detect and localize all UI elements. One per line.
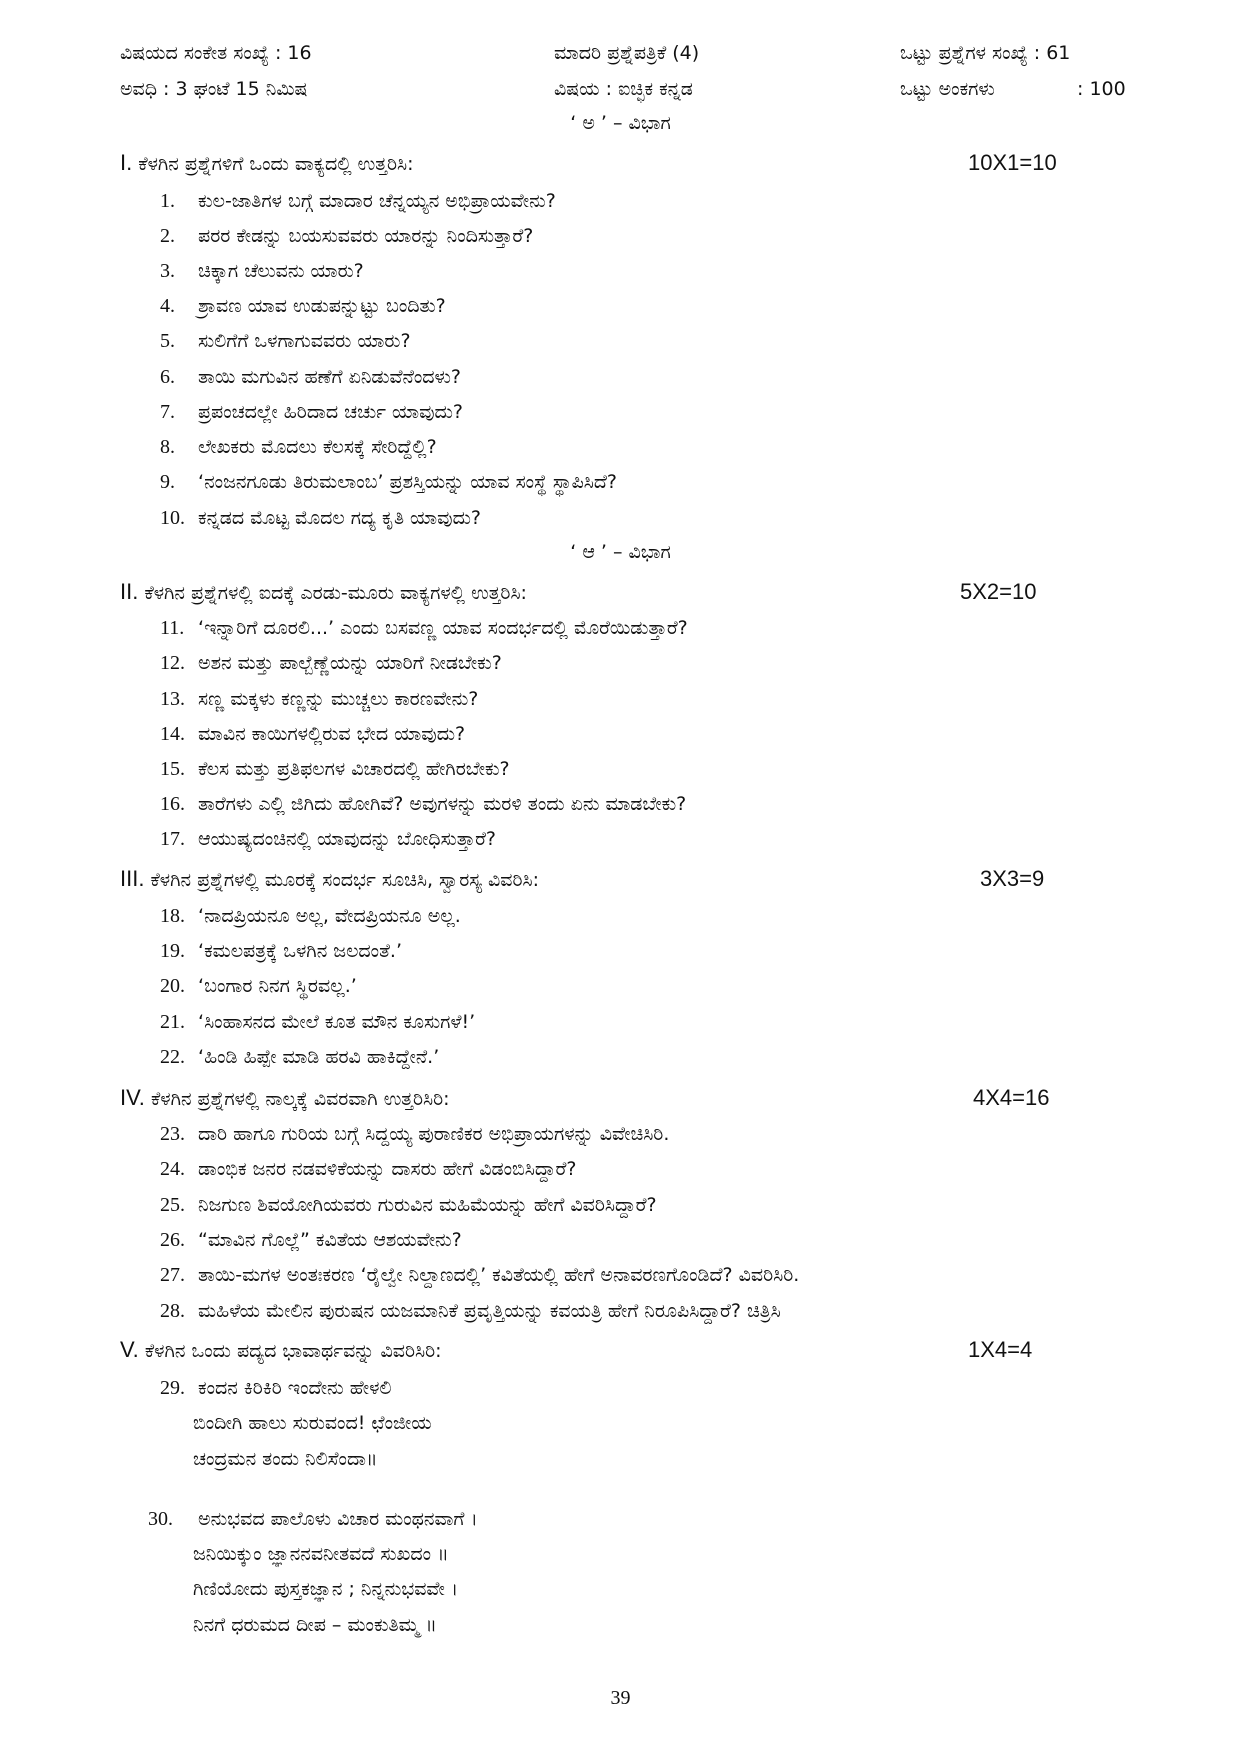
- question-item: [160, 1011, 475, 1034]
- section-marks: 3X3=9: [980, 866, 1045, 891]
- question-item: [160, 507, 481, 530]
- section-heading: [120, 579, 527, 605]
- question-text: ಸಣ್ಣ ಮಕ್ಕಳು ಕಣ್ಣನ್ನು ಮುಚ್ಚಲು ಕಾರಣವೇನು?: [198, 688, 479, 710]
- section-instruction: ಕೆಳಗಿನ ಪ್ರಶ್ನೆಗಳಲ್ಲಿ ಮೂರಕ್ಕೆ ಸಂದರ್ಭ ಸೂಚಿಸಿ, ಸ್ವಾರಸ್ಯ ವಿವರಿಸಿ:: [150, 869, 540, 891]
- question-text: ‘ಬಂಗಾರ ನಿನಗ ಸ್ಥಿರವಲ್ಲ.’: [198, 975, 357, 997]
- question-item: [160, 793, 686, 816]
- question-text: ತಾಯಿ-ಮಗಳ ಅಂತಃಕರಣ ‘ರೈಲ್ವೇ ನಿಲ್ದಾಣದಲ್ಲಿ’ ಕವಿತೆಯಲ್ಲಿ ಹೇಗೆ ಅನಾವರಣಗೊಂಡಿದೆ? ವಿವರಿಸಿರಿ.: [198, 1264, 800, 1286]
- question-item: [160, 1264, 799, 1287]
- question-number: 20.: [160, 975, 185, 997]
- poem-line: ಚಂದ್ರಮನ ತಂದು ನಿಲಿಸೆಂದಾ॥: [193, 1448, 378, 1470]
- question-number: 21.: [160, 1011, 185, 1033]
- question-text: ಆಯುಷ್ಯದಂಚಿನಲ್ಲಿ ಯಾವುದನ್ನು ಬೋಧಿಸುತ್ತಾರೆ?: [198, 828, 496, 850]
- section-roman: I.: [120, 150, 133, 175]
- total-marks-value: : 100: [1077, 78, 1126, 100]
- total-marks-label: ಒಟ್ಟು ಅಂಕಗಳು: [900, 78, 995, 100]
- question-number: 7.: [160, 401, 175, 423]
- question-number: 29.: [160, 1377, 185, 1399]
- section-instruction: ಕೆಳಗಿನ ಪ್ರಶ್ನೆಗಳಿಗೆ ಒಂದು ವಾಕ್ಯದಲ್ಲಿ ಉತ್ತರಿಸಿ:: [138, 153, 414, 175]
- question-number: 2.: [160, 225, 175, 247]
- question-item: [160, 471, 617, 494]
- section-heading: [120, 1337, 442, 1363]
- question-item: [160, 940, 402, 963]
- question-text: ದಾರಿ ಹಾಗೂ ಗುರಿಯ ಬಗ್ಗೆ ಸಿದ್ದಯ್ಯ ಪುರಾಣಿಕರ ಅಭಿಪ್ರಾಯಗಳನ್ನು ವಿವೇಚಿಸಿರಿ.: [198, 1123, 670, 1145]
- section-instruction: ಕೆಳಗಿನ ಒಂದು ಪದ್ಯದ ಭಾವಾರ್ಥವನ್ನು ವಿವರಿಸಿರಿ:: [144, 1340, 442, 1362]
- question-item: [160, 828, 496, 851]
- question-text: ಸುಲಿಗೆಗೆ ಒಳಗಾಗುವವರು ಯಾರು?: [198, 330, 411, 352]
- question-item: [160, 723, 465, 746]
- question-number: 25.: [160, 1194, 185, 1216]
- question-number: 16.: [160, 793, 185, 815]
- section-roman: II.: [120, 579, 139, 604]
- question-number: 26.: [160, 1229, 185, 1251]
- question-number: 10.: [160, 507, 185, 529]
- section-marks: 10X1=10: [968, 150, 1057, 175]
- question-number: 9.: [160, 471, 175, 493]
- paper-title: ಮಾದರಿ ಪ್ರಶ್ನೆಪತ್ರಿಕೆ (4): [554, 42, 700, 64]
- question-number: 14.: [160, 723, 185, 745]
- question-item: [160, 330, 411, 353]
- question-item: [160, 617, 688, 640]
- question-text: ಶ್ರಾವಣ ಯಾವ ಉಡುಪನ್ನುಟ್ಟು ಬಂದಿತು?: [198, 295, 446, 317]
- question-number: 8.: [160, 436, 175, 458]
- question-number: 3.: [160, 260, 175, 282]
- poem-line: ಜನಿಯಿಕ್ಕುಂ ಜ್ಞಾನನವನೀತವದೆ ಸುಖದಂ ॥: [193, 1543, 449, 1565]
- question-item: [160, 366, 461, 389]
- question-text: ಲೇಖಕರು ಮೊದಲು ಕೆಲಸಕ್ಕೆ ಸೇರಿದ್ದೆಲ್ಲಿ?: [198, 436, 437, 458]
- question-number: 18.: [160, 905, 185, 927]
- question-item: [160, 758, 510, 781]
- question-text: ಕೆಲಸ ಮತ್ತು ಪ್ರತಿಫಲಗಳ ವಿಚಾರದಲ್ಲಿ ಹೇಗಿರಬೇಕು?: [198, 758, 510, 780]
- question-text: ಡಾಂಭಿಕ ಜನರ ನಡವಳಿಕೆಯನ್ನು ದಾಸರು ಹೇಗೆ ವಿಡಂಬಿಸಿದ್ದಾರೆ?: [198, 1158, 577, 1180]
- part-a-title: ‘ ಅ ’ – ವಿಭಾಗ: [570, 112, 671, 134]
- question-item: [160, 1300, 781, 1323]
- poem-line: ಗಿಣಿಯೋದು ಪುಸ್ತಕಜ್ಞಾನ ; ನಿನ್ನನುಭವವೇ ।: [193, 1578, 459, 1600]
- question-text: ಮಹಿಳೆಯ ಮೇಲಿನ ಪುರುಷನ ಯಜಮಾನಿಕೆ ಪ್ರವೃತ್ತಿಯನ್ನು ಕವಯತ್ರಿ ಹೇಗೆ ನಿರೂಪಿಸಿದ್ದಾರೆ? ಚಿತ್ರಿಸಿ: [198, 1300, 781, 1322]
- question-number: 28.: [160, 1300, 185, 1322]
- question-number: 11.: [160, 617, 185, 639]
- question-item: [160, 225, 533, 248]
- question-item: [160, 436, 437, 459]
- question-text: ನಿಜಗುಣ ಶಿವಯೋಗಿಯವರು ಗುರುವಿನ ಮಹಿಮೆಯನ್ನು ಹೇಗೆ ವಿವರಿಸಿದ್ದಾರೆ?: [198, 1194, 657, 1216]
- section-marks: 5X2=10: [960, 579, 1037, 604]
- poem-question: [160, 1377, 392, 1400]
- question-item: [160, 975, 357, 998]
- question-item: [160, 1046, 439, 1069]
- question-item: [160, 905, 461, 928]
- question-item: [160, 1123, 669, 1146]
- poem-line: ಬಿಂದೀಗಿ ಹಾಲು ಸುರುವಂದ! ಛೆಂಜೀಯ: [193, 1412, 432, 1434]
- total-questions: ಒಟ್ಟು ಪ್ರಶ್ನೆಗಳ ಸಂಖ್ಯೆ : 61: [900, 42, 1071, 64]
- question-number: 5.: [160, 330, 175, 352]
- duration: ಅವಧಿ : 3 ಘಂಟೆ 15 ನಿಮಿಷ: [120, 78, 308, 100]
- question-item: [160, 295, 446, 318]
- question-text: ಚಿಕ್ಕಾಗ ಚೆಲುವನು ಯಾರು?: [198, 260, 364, 282]
- question-text: ಮಾವಿನ ಕಾಯಿಗಳಲ್ಲಿರುವ ಭೇದ ಯಾವುದು?: [198, 723, 466, 745]
- question-number: 6.: [160, 366, 175, 388]
- section-roman: III.: [120, 866, 145, 891]
- question-number: 1.: [160, 190, 175, 212]
- question-text: ತಾಯಿ ಮಗುವಿನ ಹಣೆಗೆ ಏನಿಡುವೆನೆಂದಳು?: [198, 366, 461, 388]
- question-text: ಪರರ ಕೇಡನ್ನು ಬಯಸುವವರು ಯಾರನ್ನು ನಿಂದಿಸುತ್ತಾರೆ?: [198, 225, 534, 247]
- question-text: ‘ನಾದಪ್ರಿಯನೂ ಅಲ್ಲ, ವೇದಪ್ರಿಯನೂ ಅಲ್ಲ.: [198, 905, 461, 927]
- question-item: [160, 1158, 576, 1181]
- question-text: ‘ಇನ್ನಾರಿಗೆ ದೂರಲಿ...’ ಎಂದು ಬಸವಣ್ಣ ಯಾವ ಸಂದರ್ಭದಲ್ಲಿ ಮೊರೆಯಿಡುತ್ತಾರೆ?: [198, 617, 688, 639]
- question-text: ಪ್ರಪಂಚದಲ್ಲೇ ಹಿರಿದಾದ ಚರ್ಚು ಯಾವುದು?: [198, 401, 463, 423]
- question-item: [160, 652, 502, 675]
- question-text: ‘ನಂಜನಗೂಡು ತಿರುಮಲಾಂಬ’ ಪ್ರಶಸ್ತಿಯನ್ನು ಯಾವ ಸಂಸ್ಥೆ ಸ್ಥಾಪಿಸಿದೆ?: [198, 471, 617, 493]
- question-text: ಅಶನ ಮತ್ತು ಪಾಲ್ಬೆಣ್ಣೆಯನ್ನು ಯಾರಿಗೆ ನೀಡಬೇಕು?: [198, 652, 502, 674]
- page-number: 39: [610, 1687, 631, 1709]
- poem-line: ನಿನಗೆ ಧರುಮದ ದೀಪ – ಮಂಕುತಿಮ್ಮ ॥: [193, 1614, 437, 1636]
- question-number: 13.: [160, 688, 185, 710]
- section-heading: [120, 866, 539, 892]
- section-marks: 4X4=16: [973, 1085, 1050, 1110]
- question-number: 30.: [148, 1508, 173, 1530]
- question-number: 27.: [160, 1264, 185, 1286]
- part-b-title: ‘ ಆ ’ – ವಿಭಾಗ: [570, 541, 671, 563]
- section-marks: 1X4=4: [968, 1337, 1033, 1362]
- section-roman: V.: [120, 1337, 139, 1362]
- section-heading: [120, 1085, 450, 1111]
- subject-code: ವಿಷಯದ ಸಂಕೇತ ಸಂಖ್ಯೆ : 16: [120, 42, 312, 64]
- question-text: ಕನ್ನಡದ ಮೊಟ್ಟ ಮೊದಲ ಗದ್ಯ ಕೃತಿ ಯಾವುದು?: [198, 507, 481, 529]
- question-number: 19.: [160, 940, 185, 962]
- question-text: ‘ಸಿಂಹಾಸನದ ಮೇಲೆ ಕೂತ ಮೌನ ಕೂಸುಗಳೆ!’: [198, 1011, 476, 1033]
- question-number: 23.: [160, 1123, 185, 1145]
- question-number: 17.: [160, 828, 185, 850]
- question-number: 12.: [160, 652, 185, 674]
- question-number: 15.: [160, 758, 185, 780]
- question-item: [160, 260, 364, 283]
- section-heading: [120, 150, 413, 176]
- poem-line: ಕಂದನ ಕಿರಿಕಿರಿ ಇಂದೇನು ಹೇಳಲಿ: [198, 1377, 392, 1399]
- question-item: [160, 688, 478, 711]
- section-instruction: ಕೆಳಗಿನ ಪ್ರಶ್ನೆಗಳಲ್ಲಿ ನಾಲ್ಕಕ್ಕೆ ವಿವರವಾಗಿ ಉತ್ತರಿಸಿರಿ:: [150, 1088, 450, 1110]
- question-text: ತಾರೆಗಳು ಎಲ್ಲಿ ಜಿಗಿದು ಹೋಗಿವೆ? ಅವುಗಳನ್ನು ಮರಳಿ ತಂದು ಏನು ಮಾಡಬೇಕು?: [198, 793, 687, 815]
- question-item: [160, 190, 556, 213]
- question-text: ‘ಕಮಲಪತ್ರಕ್ಕೆ ಒಳಗಿನ ಜಲದಂತೆ.’: [198, 940, 402, 962]
- section-roman: IV.: [120, 1085, 145, 1110]
- question-text: ಕುಲ-ಜಾತಿಗಳ ಬಗ್ಗೆ ಮಾದಾರ ಚೆನ್ನಯ್ಯನ ಅಭಿಪ್ರಾಯವೇನು?: [198, 190, 556, 212]
- question-number: 22.: [160, 1046, 185, 1068]
- question-item: [160, 1194, 657, 1217]
- poem-line: ಅನುಭವದ ಪಾಲೊಳು ವಿಚಾರ ಮಂಥನವಾಗೆ ।: [198, 1508, 478, 1530]
- section-instruction: ಕೆಳಗಿನ ಪ್ರಶ್ನೆಗಳಲ್ಲಿ ಐದಕ್ಕೆ ಎರಡು-ಮೂರು ವಾಕ್ಯಗಳಲ್ಲಿ ಉತ್ತರಿಸಿ:: [144, 582, 527, 604]
- question-item: [160, 1229, 462, 1252]
- poem-question: [148, 1508, 478, 1531]
- question-number: 24.: [160, 1158, 185, 1180]
- question-item: [160, 401, 463, 424]
- question-text: ‘ಹಿಂಡಿ ಹಿಪ್ಪೇ ಮಾಡಿ ಹರವಿ ಹಾಕಿದ್ದೇನೆ.’: [198, 1046, 440, 1068]
- question-number: 4.: [160, 295, 175, 317]
- subject: ವಿಷಯ : ಐಚ್ಛಿಕ ಕನ್ನಡ: [554, 78, 693, 100]
- question-text: “ಮಾವಿನ ಗೊಲ್ಲೆ” ಕವಿತೆಯ ಆಶಯವೇನು?: [198, 1229, 462, 1251]
